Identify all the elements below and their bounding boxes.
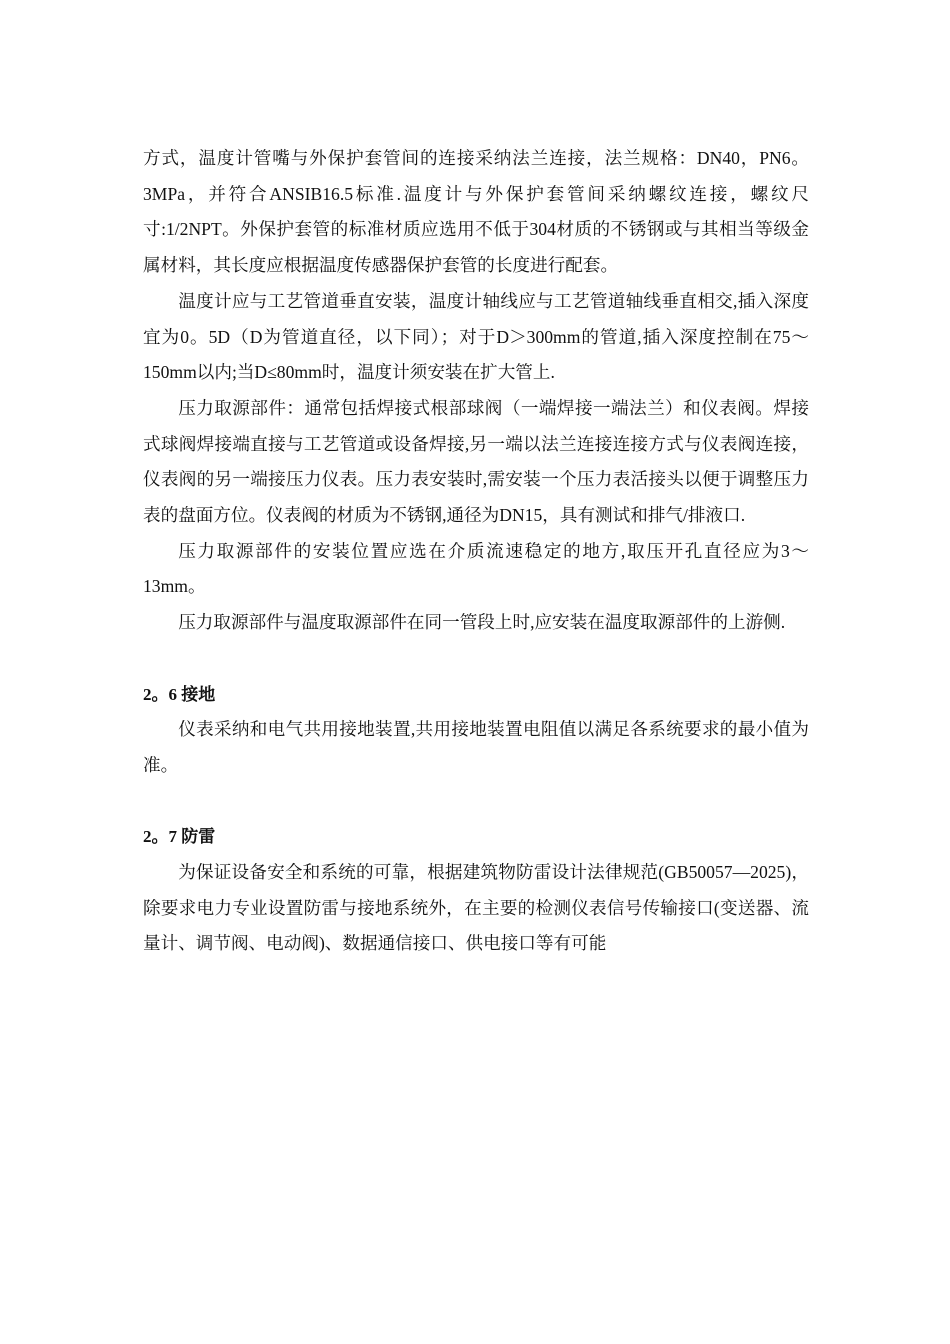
paragraph-lightning: 为保证设备安全和系统的可靠，根据建筑物防雷设计法律规范(GB50057—2025)，除要求电力专业设置防雷与接地系统外，在主要的检测仪表信号传输接口(变送器、流量计、调节阀、电动阀)、数据通信接口、供电接口等有可能 [143,862,809,954]
spacer [143,784,809,820]
document-page [143,141,809,962]
section-heading-grounding: 2。6 接地 [143,684,216,704]
paragraph-pressure-parts: 压力取源部件：通常包括焊接式根部球阀（一端焊接一端法兰）和仪表阀。焊接式球阀焊接端直接与工艺管道或设备焊接,另一端以法兰连接连接方式与仪表阀连接，仪表阀的另一端接压力仪表。压力表安装时,需安装一个压力表活接头以便于调整压力表的盘面方位。仪表阀的材质为不锈钢,通径为DN15，具有测试和排气/排液口. [143,397,809,526]
paragraph-pressure-upstream: 压力取源部件与温度取源部件在同一管段上时,应安装在温度取源部件的上游侧. [178,612,786,633]
paragraph-grounding: 仪表采纳和电气共用接地装置,共用接地装置电阻值以满足各系统要求的最小值为准。 [143,719,809,775]
section-heading-lightning: 2。7 防雷 [143,827,216,847]
spacer [143,641,809,677]
paragraph-thermometer-install: 温度计应与工艺管道垂直安装，温度计轴线应与工艺管道轴线垂直相交,插入深度宜为0。5D（D为管道直径，以下同）；对于D＞300mm的管道,插入深度控制在75～150mm以内;当D≤80mm时，温度计须安装在扩大管上. [143,290,809,383]
paragraph-pressure-location: 压力取源部件的安装位置应选在介质流速稳定的地方,取压开孔直径应为3～13mm。 [143,540,809,597]
paragraph-flange-connection: 方式，温度计管嘴与外保护套管间的连接采纳法兰连接，法兰规格：DN40，PN6。3MPa，并符合ANSIB16.5标准.温度计与外保护套管间采纳螺纹连接，螺纹尺寸:1/2NPT。外保护套管的标准材质应选用不低于304材质的不锈钢或与其相当等级金属材料，其长度应根据温度传感器保护套管的长度进行配套。 [143,148,809,276]
